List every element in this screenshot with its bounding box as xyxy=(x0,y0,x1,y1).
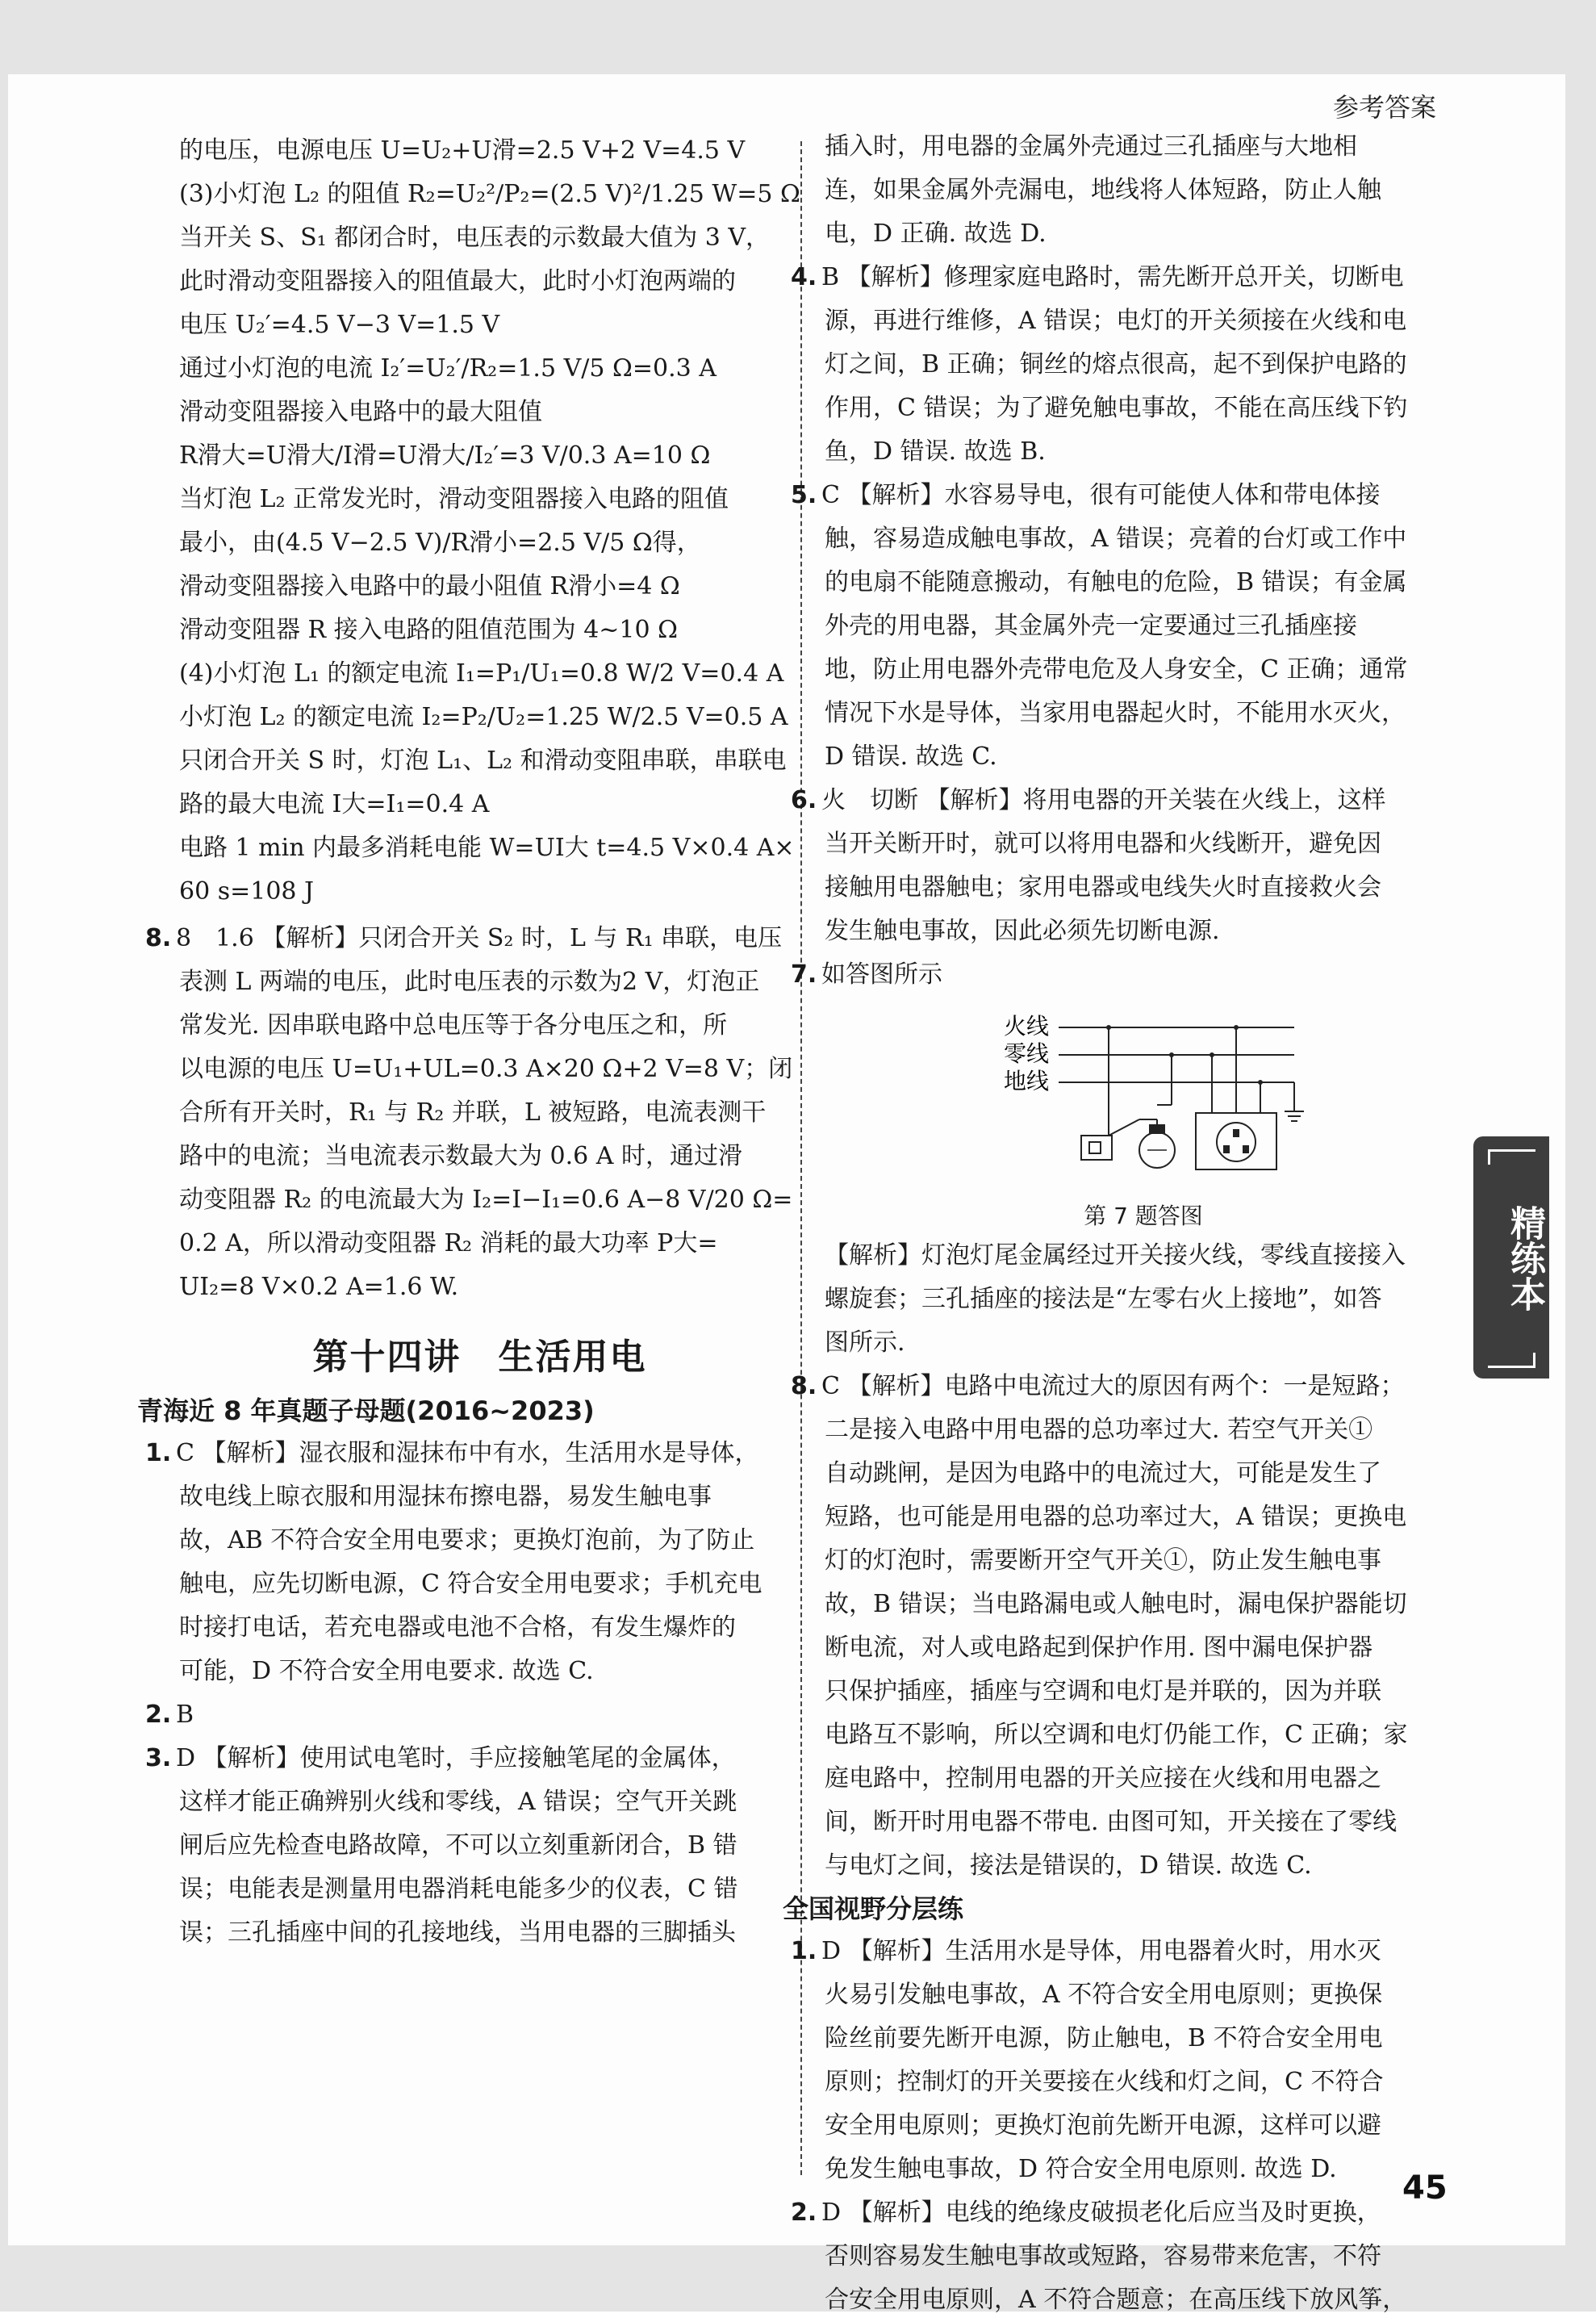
answer-text: C 【解析】水容易导电，很有可能使人体和带电体接 xyxy=(821,481,1381,509)
answer-text: D 【解析】电线的绝缘皮破损老化后应当及时更换， xyxy=(821,2199,1381,2227)
answer-number: 1. xyxy=(791,1937,817,1965)
answer-text: 源，再进行维修，A 错误；电灯的开关须接在火线和电 xyxy=(825,307,1407,335)
answer-text: 路中的电流；当电流表示数最大为 0.6 A 时，通过滑 xyxy=(179,1142,742,1170)
answer-text: 8 1.6 【解析】只闭合开关 S₂ 时，L 与 R₁ 串联，电压 xyxy=(176,924,783,952)
solution-line: 小灯泡 L₂ 的额定电流 I₂=P₂/U₂=1.25 W/2.5 V=0.5 A xyxy=(179,703,788,731)
solution-line: 的电压，电源电压 U=U₂+U滑=2.5 V+2 V=4.5 V xyxy=(179,136,746,165)
answer-text: 灯的灯泡时，需要断开空气开关①，防止发生触电事 xyxy=(825,1546,1381,1575)
answer-8-physics xyxy=(145,917,793,1309)
answer-number: 7. xyxy=(791,960,817,989)
answer-number: 1. xyxy=(145,1439,172,1467)
answer-text: 表测 L 两端的电压，此时电压表的示数为2 V，灯泡正 xyxy=(179,968,760,996)
answer-text: 险丝前要先断开电源，防止触电，B 不符合安全用电 xyxy=(825,2024,1383,2052)
solution-line: 当开关 S、S₁ 都闭合时，电压表的示数最大值为 3 V， xyxy=(179,224,771,252)
answer-text: 与电灯之间，接法是错误的，D 错误. 故选 C. xyxy=(825,1851,1312,1880)
solution-line: 60 s=108 J xyxy=(179,877,315,906)
solution-line: 路的最大电流 I大=I₁=0.4 A xyxy=(179,790,490,818)
solution-line: (4)小灯泡 L₁ 的额定电流 I₁=P₁/U₁=0.8 W/2 V=0.4 A xyxy=(179,659,784,688)
answer-text: D 【解析】使用试电笔时，手应接触笔尾的金属体， xyxy=(176,1744,736,1772)
label-live-wire: 火线 xyxy=(1004,1013,1050,1040)
answer-text: 故电线上晾衣服和用湿抹布擦电器，易发生触电事 xyxy=(179,1483,712,1511)
running-head: 参考答案 xyxy=(1332,92,1436,123)
explanation-line: 【解析】灯泡灯尾金属经过开关接火线，零线直接接入 xyxy=(825,1241,1406,1270)
answer-text: B xyxy=(176,1701,194,1729)
answer-text: 自动跳闸，是因为电路中的电流过大，可能是发生了 xyxy=(825,1459,1381,1487)
side-tab xyxy=(1473,1136,1549,1379)
answer-number: 8. xyxy=(145,924,172,952)
answer-item xyxy=(791,256,1462,474)
section-title: 第十四讲 生活用电 xyxy=(312,1337,647,1378)
answer-text: 免发生触电事故，D 符合安全用电原则. 故选 D. xyxy=(825,2155,1337,2183)
answer-text: C 【解析】湿衣服和湿抹布中有水，生活用水是导体， xyxy=(176,1439,759,1467)
answer-text: 如答图所示 xyxy=(821,960,942,989)
answer-item xyxy=(791,1930,1462,2191)
answer-number: 2. xyxy=(145,1701,172,1729)
answer-text: C 【解析】电路中电流过大的原因有两个：一是短路； xyxy=(821,1372,1405,1400)
solution-line: 滑动变阻器接入电路中的最小阻值 R滑小=4 Ω xyxy=(179,572,680,600)
answer-list-qinghai xyxy=(145,1432,780,1955)
continuation-line: 连，如果金属外壳漏电，地线将人体短路，防止人触 xyxy=(825,176,1381,204)
answer-text: 二是接入电路中用电器的总功率过大. 若空气开关① xyxy=(825,1416,1373,1444)
answer-text: 电路互不影响，所以空调和电灯仍能工作，C 正确；家 xyxy=(825,1721,1408,1749)
answer-text: 触电，应先切断电源，C 符合安全用电要求；手机充电 xyxy=(179,1570,762,1598)
answer-text: 接触用电器触电；家用电器或电线失火时直接救火会 xyxy=(825,873,1381,902)
answer-item xyxy=(145,1737,780,1955)
answer-text: 安全用电原则；更换灯泡前先断开电源，这样可以避 xyxy=(825,2111,1381,2140)
solution-line: R滑大=U滑大/I滑=U滑大/I₂′=3 V/0.3 A=10 Ω xyxy=(179,441,711,470)
answer-number: 3. xyxy=(145,1744,172,1772)
subsection-title-national: 全国视野分层练 xyxy=(783,1893,964,1924)
answer-number: 2. xyxy=(791,2199,817,2227)
answer-8-safety xyxy=(791,1365,1462,1888)
continuation-line: 插入时，用电器的金属外壳通过三孔插座与大地相 xyxy=(825,132,1357,161)
solution-line: (3)小灯泡 L₂ 的阻值 R₂=U₂²/P₂=(2.5 V)²/1.25 W=5 Ω xyxy=(179,180,800,208)
answer-text: 以电源的电压 U=U₁+UL=0.3 A×20 Ω+2 V=8 V；闭 xyxy=(179,1055,793,1083)
answer-text: 原则；控制灯的开关要接在火线和灯之间，C 不符合 xyxy=(825,2068,1384,2096)
answer-text: 间，断开时用电器不带电. 由图可知，开关接在了零线 xyxy=(825,1808,1398,1836)
answer-number: 5. xyxy=(791,481,817,509)
left-continuation xyxy=(179,129,800,914)
figure-q7 xyxy=(825,1000,1462,1202)
explanation-line: 螺旋套；三孔插座的接法是“左零右火上接地”，如答 xyxy=(825,1285,1382,1313)
answer-text: 0.2 A，所以滑动变阻器 R₂ 消耗的最大功率 P大= xyxy=(179,1229,718,1257)
answer-text: 火 切断 【解析】将用电器的开关装在火线上，这样 xyxy=(821,786,1386,814)
solution-line: 最小，由(4.5 V−2.5 V)/R滑小=2.5 V/5 Ω得， xyxy=(179,529,701,557)
continuation-line: 电，D 正确. 故选 D. xyxy=(825,220,1047,248)
q7-explanation xyxy=(825,1234,1462,1365)
answer-text: 合安全用电原则，A 不符合题意；在高压线下放风筝， xyxy=(825,2286,1407,2314)
answer-text: 否则容易发生触电事故或短路，容易带来危害，不符 xyxy=(825,2242,1381,2270)
answer-text: 灯之间，B 正确；铜丝的熔点很高，起不到保护电路的 xyxy=(825,350,1407,379)
solution-line: 滑动变阻器接入电路中的最大阻值 xyxy=(179,398,542,426)
right-margin xyxy=(1565,74,1596,2245)
answer-item xyxy=(145,917,793,1309)
answer-item xyxy=(145,1432,780,1693)
answer-text: 情况下水是导体，当家用电器起火时，不能用水灭火， xyxy=(825,699,1406,727)
answer-text: 只保护插座，插座与空调和电灯是并联的，因为并联 xyxy=(825,1677,1381,1705)
solution-line: 电压 U₂′=4.5 V−3 V=1.5 V xyxy=(179,311,500,339)
column-divider xyxy=(800,141,802,2175)
answer-text: 短路，也可能是用电器的总功率过大，A 错误；更换电 xyxy=(825,1503,1407,1531)
answer-text: 当开关断开时，就可以将用电器和火线断开，避免因 xyxy=(825,830,1381,858)
answer-item xyxy=(791,779,1462,953)
solution-line: 电路 1 min 内最多消耗电能 W=UI大 t=4.5 V×0.4 A× xyxy=(179,834,795,862)
figure-caption: 第 7 题答图 xyxy=(1084,1203,1203,1229)
answer-list-right xyxy=(791,256,1462,997)
answer-text: 的电扇不能随意搬动，有触电的危险，B 错误；有金属 xyxy=(825,568,1407,596)
answer-text: 断电流，对人或电路起到保护作用. 图中漏电保护器 xyxy=(825,1634,1373,1662)
solution-line: 当灯泡 L₂ 正常发光时，滑动变阻器接入电路的阻值 xyxy=(179,485,729,513)
solution-line: 滑动变阻器 R 接入电路的阻值范围为 4~10 Ω xyxy=(179,616,679,644)
label-neutral-wire: 零线 xyxy=(1004,1040,1050,1067)
answer-item xyxy=(791,953,1462,997)
top-margin xyxy=(0,0,1596,74)
answer-text: 作用，C 错误；为了避免触电事故，不能在高压线下钓 xyxy=(825,394,1408,422)
answer-text: 触，容易造成触电事故，A 错误；亮着的台灯或工作中 xyxy=(825,525,1407,553)
answer-text: 误；电能表是测量用电器消耗电能多少的仪表，C 错 xyxy=(179,1875,738,1903)
circuit-diagram xyxy=(825,1000,1462,1202)
answer-text: 可能，D 不符合安全用电要求. 故选 C. xyxy=(179,1657,594,1685)
solution-line: 通过小灯泡的电流 I₂′=U₂′/R₂=1.5 V/5 Ω=0.3 A xyxy=(179,354,717,383)
solution-line: 此时滑动变阻器接入的阻值最大，此时小灯泡两端的 xyxy=(179,267,736,295)
answer-item xyxy=(791,1365,1462,1888)
label-ground-wire: 地线 xyxy=(1004,1068,1050,1094)
answer-text: D 【解析】生活用水是导体，用电器着火时，用水灭 xyxy=(821,1937,1381,1965)
answer-item xyxy=(791,2191,1462,2322)
solution-line: 只闭合开关 S 时，灯泡 L₁、L₂ 和滑动变阻串联，串联电 xyxy=(179,747,787,775)
answer-text: 动变阻器 R₂ 的电流最大为 I₂=I−I₁=0.6 A−8 V/20 Ω= xyxy=(179,1186,793,1214)
subsection-title-qinghai: 青海近 8 年真题子母题(2016~2023) xyxy=(137,1395,595,1426)
answer-number: 4. xyxy=(791,263,817,291)
page-number: 45 xyxy=(1402,2169,1448,2207)
answer-number: 8. xyxy=(791,1372,817,1400)
answer-text: 闸后应先检查电路故障，不可以立刻重新闭合，B 错 xyxy=(179,1831,737,1860)
answer-text: 故，B 错误；当电路漏电或人触电时，漏电保护器能切 xyxy=(825,1590,1407,1618)
left-column xyxy=(137,129,800,1955)
answer-text: 外壳的用电器，其金属外壳一定要通过三孔插座接 xyxy=(825,612,1357,640)
answer-number: 6. xyxy=(791,786,817,814)
answer-text: 火易引发触电事故，A 不符合安全用电原则；更换保 xyxy=(825,1981,1383,2009)
left-margin xyxy=(0,74,8,2245)
answer-text: 这样才能正确辨别火线和零线，A 错误；空气开关跳 xyxy=(179,1788,737,1816)
right-continuation xyxy=(825,125,1462,256)
answer-item xyxy=(791,474,1462,779)
answer-text: 鱼，D 错误. 故选 B. xyxy=(825,437,1046,466)
answer-text: 发生触电事故，因此必须先切断电源. xyxy=(825,917,1220,945)
answer-text: 合所有开关时，R₁ 与 R₂ 并联，L 被短路，电流表测干 xyxy=(179,1098,767,1127)
answer-text: D 错误. 故选 C. xyxy=(825,743,997,771)
answer-text: 时接打电话，若充电器或电池不合格，有发生爆炸的 xyxy=(179,1613,736,1642)
side-tab-label: 精练本 xyxy=(1504,1205,1545,1312)
answer-text: B 【解析】修理家庭电路时，需先断开总开关，切断电 xyxy=(821,263,1404,291)
answer-text: UI₂=8 V×0.2 A=1.6 W. xyxy=(179,1273,459,1301)
right-column xyxy=(783,125,1462,2322)
answer-text: 地，防止用电器外壳带电危及人身安全，C 正确；通常 xyxy=(825,655,1408,684)
answer-text: 常发光. 因串联电路中总电压等于各分电压之和，所 xyxy=(179,1011,728,1040)
answer-item xyxy=(145,1693,780,1737)
switch-icon xyxy=(1081,1136,1112,1160)
answer-list-national xyxy=(791,1930,1462,2322)
answer-text: 误；三孔插座中间的孔接地线，当用电器的三脚插头 xyxy=(179,1918,736,1947)
answer-text: 庭电路中，控制用电器的开关应接在火线和用电器之 xyxy=(825,1764,1381,1793)
explanation-line: 图所示. xyxy=(825,1328,905,1357)
answer-text: 故，AB 不符合安全用电要求；更换灯泡前，为了防止 xyxy=(179,1526,755,1554)
